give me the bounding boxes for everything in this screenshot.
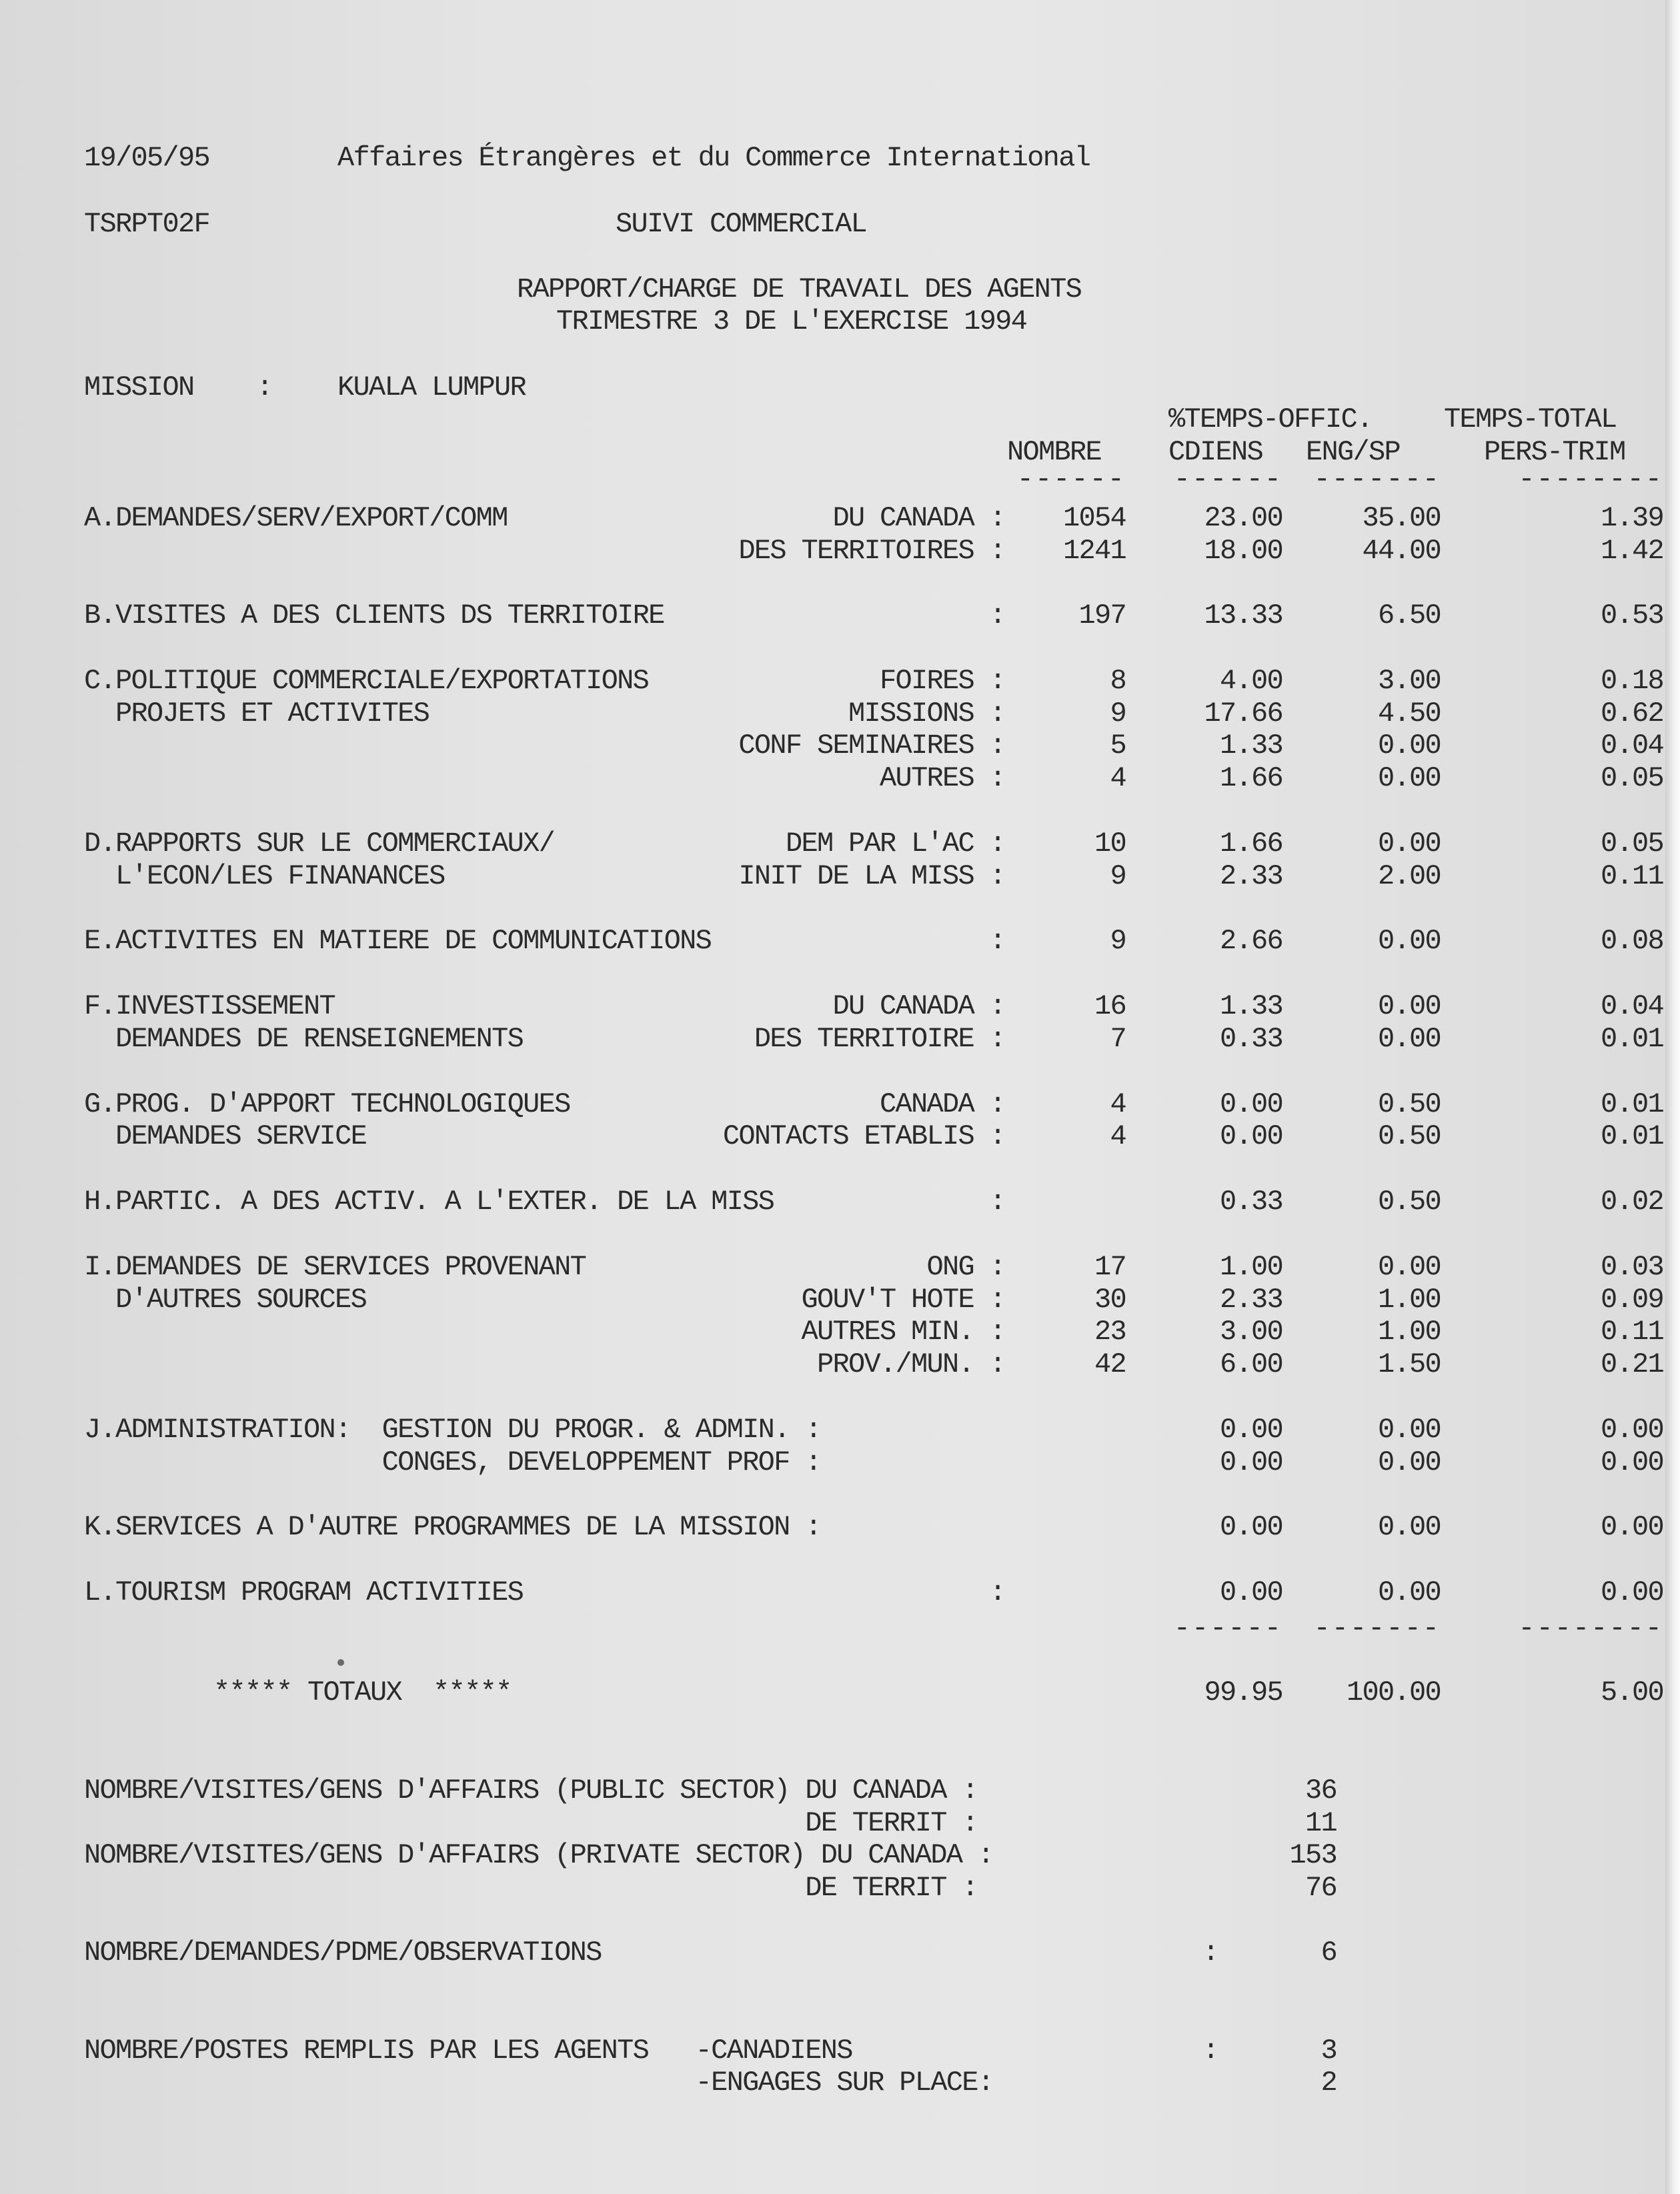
row-sublabel: AUTRES : — [879, 762, 1005, 794]
row-cdiens: 13.33 — [1204, 600, 1283, 632]
row-nombre: 4 — [1110, 1088, 1126, 1120]
dash-engsp: ------- — [1313, 463, 1441, 495]
row-perstrim: 0.09 — [1600, 1284, 1663, 1316]
row-sublabel: FOIRES : — [879, 665, 1005, 697]
row-cdiens: 0.00 — [1219, 1120, 1283, 1152]
row-perstrim: 0.01 — [1600, 1023, 1663, 1055]
row-perstrim: 0.00 — [1600, 1446, 1663, 1478]
row-nombre: 7 — [1110, 1023, 1126, 1055]
row-sublabel: ONG : — [926, 1251, 1005, 1283]
page-edge — [1665, 0, 1680, 2194]
row-perstrim: 0.01 — [1600, 1088, 1663, 1120]
row-cdiens: 2.33 — [1219, 1284, 1283, 1316]
summary-label: NOMBRE/DEMANDES/PDME/OBSERVATIONS — [84, 1937, 602, 1969]
row-engsp: 0.00 — [1377, 762, 1441, 794]
row-sublabel: AUTRES MIN. : — [801, 1316, 1005, 1348]
row-perstrim: 0.53 — [1600, 600, 1663, 632]
row-cdiens: 0.00 — [1219, 1511, 1283, 1543]
row-nombre: 9 — [1110, 860, 1126, 892]
row-sublabel: DES TERRITOIRE : — [754, 1023, 1005, 1055]
row-label: F.INVESTISSEMENT — [84, 990, 335, 1022]
dash-perstrim: -------- — [1518, 463, 1663, 495]
row-perstrim: 0.18 — [1600, 665, 1663, 697]
row-engsp: 2.00 — [1377, 860, 1441, 892]
row-sublabel: MISSIONS : — [848, 698, 1005, 730]
summary-value: 11 — [1305, 1807, 1337, 1839]
row-nombre: 9 — [1110, 698, 1126, 730]
row-label: L'ECON/LES FINANANCES — [84, 860, 445, 892]
row-engsp: 0.00 — [1377, 1511, 1441, 1543]
row-cdiens: 0.00 — [1219, 1088, 1283, 1120]
row-cdiens: 1.66 — [1219, 828, 1283, 860]
row-sublabel: INIT DE LA MISS : — [738, 860, 1005, 892]
row-cdiens: 6.00 — [1219, 1348, 1283, 1380]
row-nombre: 197 — [1078, 600, 1126, 632]
row-label: B.VISITES A DES CLIENTS DS TERRITOIRE — [84, 600, 664, 632]
row-perstrim: 0.11 — [1600, 1316, 1663, 1348]
row-perstrim: 0.00 — [1600, 1511, 1663, 1543]
row-nombre: 9 — [1110, 925, 1126, 957]
row-engsp: 0.00 — [1377, 1414, 1441, 1446]
row-label: G.PROG. D'APPORT TECHNOLOGIQUES — [84, 1088, 570, 1120]
row-engsp: 1.50 — [1377, 1348, 1441, 1380]
row-label: PROJETS ET ACTIVITES — [84, 698, 430, 730]
row-cdiens: 0.00 — [1219, 1414, 1283, 1446]
row-engsp: 35.00 — [1362, 502, 1441, 534]
totals-label: ***** TOTAUX ***** — [213, 1677, 512, 1709]
row-perstrim: 1.42 — [1600, 535, 1663, 567]
summary-value: 76 — [1305, 1872, 1337, 1904]
col-header-nombre: NOMBRE — [1007, 436, 1102, 468]
row-sublabel: GOUV'T HOTE : — [801, 1284, 1005, 1316]
row-label: I.DEMANDES DE SERVICES PROVENANT — [84, 1251, 586, 1283]
row-perstrim: 0.02 — [1600, 1186, 1663, 1218]
row-engsp: 1.00 — [1377, 1316, 1441, 1348]
row-label: CONGES, DEVELOPPEMENT PROF : — [84, 1446, 821, 1478]
row-cdiens: 0.33 — [1219, 1186, 1283, 1218]
ink-speck — [337, 1659, 344, 1666]
row-nombre: 10 — [1094, 828, 1126, 860]
row-perstrim: 0.11 — [1600, 860, 1663, 892]
row-sublabel: PROV./MUN. : — [816, 1348, 1005, 1380]
row-perstrim: 0.00 — [1600, 1414, 1663, 1446]
report-period: TRIMESTRE 3 DE L'EXERCISE 1994 — [556, 305, 1027, 337]
row-perstrim: 0.05 — [1600, 828, 1663, 860]
row-sublabel: DU CANADA : — [832, 990, 1005, 1022]
summary-label: DE TERRIT : — [84, 1872, 978, 1904]
col-header-perstrim: PERS-TRIM — [1484, 436, 1625, 468]
report-code: TSRPT02F — [84, 208, 210, 240]
row-nombre: 23 — [1094, 1316, 1126, 1348]
dash-bottom-engsp: ------- — [1313, 1612, 1441, 1644]
row-perstrim: 1.39 — [1600, 502, 1663, 534]
row-cdiens: 1.00 — [1219, 1251, 1283, 1283]
summary-value: 3 — [1321, 2035, 1337, 2067]
col-header-pct: %TEMPS-OFFIC. — [1168, 403, 1373, 435]
row-cdiens: 2.33 — [1219, 860, 1283, 892]
row-engsp: 0.50 — [1377, 1088, 1441, 1120]
summary-label: -ENGAGES SUR PLACE: — [84, 2067, 994, 2099]
row-label: C.POLITIQUE COMMERCIALE/EXPORTATIONS — [84, 665, 649, 697]
row-perstrim: 0.05 — [1600, 762, 1663, 794]
row-nombre: 17 — [1094, 1251, 1126, 1283]
row-nombre: 1241 — [1062, 535, 1126, 567]
row-perstrim: 0.01 — [1600, 1120, 1663, 1152]
dash-cdiens: ------ — [1173, 463, 1283, 495]
row-engsp: 0.00 — [1377, 1576, 1441, 1608]
row-perstrim: 0.08 — [1600, 925, 1663, 957]
row-cdiens: 17.66 — [1204, 698, 1283, 730]
row-sublabel: : — [989, 1576, 1005, 1608]
report-title: RAPPORT/CHARGE DE TRAVAIL DES AGENTS — [517, 273, 1082, 305]
col-header-cdiens: CDIENS — [1168, 436, 1263, 468]
row-nombre: 4 — [1110, 1120, 1126, 1152]
row-label: J.ADMINISTRATION: GESTION DU PROGR. & ADMIN. : — [84, 1414, 821, 1446]
row-sublabel: DES TERRITOIRES : — [738, 535, 1005, 567]
row-nombre: 4 — [1110, 762, 1126, 794]
row-engsp: 6.50 — [1377, 600, 1441, 632]
totals-cdiens: 99.95 — [1204, 1677, 1283, 1709]
row-engsp: 0.50 — [1377, 1120, 1441, 1152]
row-engsp: 3.00 — [1377, 665, 1441, 697]
row-cdiens: 1.66 — [1219, 762, 1283, 794]
row-label: DEMANDES SERVICE — [84, 1120, 367, 1152]
row-sublabel: : — [989, 600, 1005, 632]
row-nombre: 30 — [1094, 1284, 1126, 1316]
row-sublabel: CANADA : — [879, 1088, 1005, 1120]
row-engsp: 44.00 — [1362, 535, 1441, 567]
row-perstrim: 0.00 — [1600, 1576, 1663, 1608]
summary-value: 153 — [1289, 1839, 1337, 1871]
row-cdiens: 2.66 — [1219, 925, 1283, 957]
summary-value: 36 — [1305, 1775, 1337, 1807]
row-cdiens: 1.33 — [1219, 990, 1283, 1022]
row-perstrim: 0.62 — [1600, 698, 1663, 730]
summary-value: 6 — [1321, 1937, 1337, 1969]
row-label: H.PARTIC. A DES ACTIV. A L'EXTER. DE LA MISS — [84, 1186, 774, 1218]
row-cdiens: 18.00 — [1204, 535, 1283, 567]
row-label: E.ACTIVITES EN MATIERE DE COMMUNICATIONS — [84, 925, 712, 957]
summary-label: DE TERRIT : — [84, 1807, 978, 1839]
row-nombre: 42 — [1094, 1348, 1126, 1380]
totals-perstrim: 5.00 — [1600, 1677, 1663, 1709]
row-nombre: 8 — [1110, 665, 1126, 697]
row-sublabel: CONF SEMINAIRES : — [738, 730, 1005, 762]
row-cdiens: 0.00 — [1219, 1446, 1283, 1478]
row-perstrim: 0.04 — [1600, 990, 1663, 1022]
mission-label: MISSION : — [84, 371, 273, 403]
row-engsp: 0.50 — [1377, 1186, 1441, 1218]
row-label: K.SERVICES A D'AUTRE PROGRAMMES DE LA MISSION : — [84, 1511, 821, 1543]
row-engsp: 0.00 — [1377, 1251, 1441, 1283]
row-cdiens: 3.00 — [1219, 1316, 1283, 1348]
row-engsp: 4.50 — [1377, 698, 1441, 730]
col-header-engsp: ENG/SP — [1306, 436, 1401, 468]
row-engsp: 0.00 — [1377, 1446, 1441, 1478]
summary-label: NOMBRE/VISITES/GENS D'AFFAIRS (PUBLIC SECTOR) DU CANADA : — [84, 1775, 978, 1807]
row-perstrim: 0.04 — [1600, 730, 1663, 762]
summary-label: NOMBRE/POSTES REMPLIS PAR LES AGENTS -CANADIENS — [84, 2035, 852, 2067]
row-engsp: 0.00 — [1377, 990, 1441, 1022]
summary-value: 2 — [1321, 2067, 1337, 2099]
row-cdiens: 23.00 — [1204, 502, 1283, 534]
row-label: D.RAPPORTS SUR LE COMMERCIAUX/ — [84, 828, 555, 860]
summary-colon: : — [1202, 2035, 1218, 2067]
dash-bottom-cdiens: ------ — [1173, 1612, 1283, 1644]
summary-label: NOMBRE/VISITES/GENS D'AFFAIRS (PRIVATE SECTOR) DU CANADA : — [84, 1839, 994, 1871]
row-nombre: 16 — [1094, 990, 1126, 1022]
row-nombre: 1054 — [1062, 502, 1126, 534]
totals-engsp: 100.00 — [1346, 1677, 1441, 1709]
dash-bottom-perstrim: -------- — [1518, 1612, 1663, 1644]
report-date: 19/05/95 — [84, 142, 210, 174]
row-nombre: 5 — [1110, 730, 1126, 762]
row-sublabel: DU CANADA : — [832, 502, 1005, 534]
row-engsp: 0.00 — [1377, 925, 1441, 957]
row-label: D'AUTRES SOURCES — [84, 1284, 367, 1316]
department-name: Affaires Étrangères et du Commerce International — [337, 142, 1090, 174]
row-engsp: 0.00 — [1377, 828, 1441, 860]
system-name: SUIVI COMMERCIAL — [616, 208, 867, 240]
row-sublabel: CONTACTS ETABLIS : — [722, 1120, 1005, 1152]
row-label: DEMANDES DE RENSEIGNEMENTS — [84, 1023, 524, 1055]
row-perstrim: 0.21 — [1600, 1348, 1663, 1380]
row-sublabel: : — [989, 1186, 1005, 1218]
dash-nombre: ------ — [1016, 463, 1126, 495]
row-perstrim: 0.03 — [1600, 1251, 1663, 1283]
row-cdiens: 0.00 — [1219, 1576, 1283, 1608]
row-label: A.DEMANDES/SERV/EXPORT/COMM — [84, 502, 508, 534]
row-cdiens: 0.33 — [1219, 1023, 1283, 1055]
row-cdiens: 4.00 — [1219, 665, 1283, 697]
row-engsp: 0.00 — [1377, 730, 1441, 762]
col-header-total: TEMPS-TOTAL — [1444, 403, 1617, 435]
row-label: L.TOURISM PROGRAM ACTIVITIES — [84, 1576, 524, 1608]
row-cdiens: 1.33 — [1219, 730, 1283, 762]
row-engsp: 0.00 — [1377, 1023, 1441, 1055]
summary-colon: : — [1202, 1937, 1218, 1969]
mission-value: KUALA LUMPUR — [337, 371, 526, 403]
row-engsp: 1.00 — [1377, 1284, 1441, 1316]
row-sublabel: : — [989, 925, 1005, 957]
row-sublabel: DEM PAR L'AC : — [785, 828, 1005, 860]
